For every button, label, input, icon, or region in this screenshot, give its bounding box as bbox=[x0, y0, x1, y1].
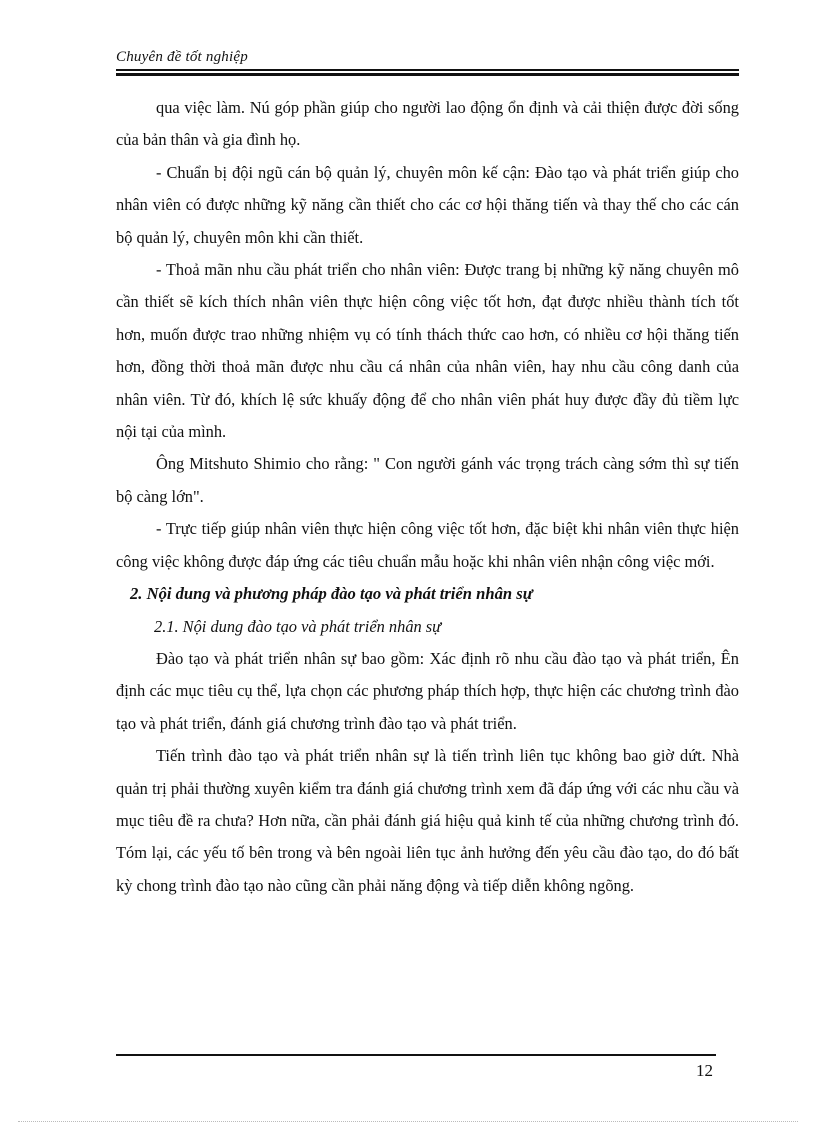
section-heading: 2. Nội dung và phương pháp đào tạo và phát triển nhân sự bbox=[130, 584, 533, 604]
paragraph: Ông Mitshuto Shimio cho rằng: " Con người gánh vác trọng trách càng sớm thì sự tiến bộ càng lớn". bbox=[116, 454, 739, 506]
paragraph: - Trực tiếp giúp nhân viên thực hiện công việc tốt hơn, đặc biệt khi nhân viên thực hiện công việc không được đáp ứng các tiêu chuẩn mẫu hoặc khi nhân viên nhận công việc mới. bbox=[116, 519, 739, 571]
paragraph: Tiến trình đào tạo và phát triển nhân sự là tiến trình liên tục không bao giờ dứt. Nhà quản trị phải thường xuyên kiểm tra đánh giá chương trình xem đã đáp ứng với các nhu cầu và mục tiêu đề ra chưa? Hơn nữa, cần phải đánh giá hiệu quả kinh tế của những chương trình đó. Tóm lại, các yếu tố bên trong và bên ngoài liên tục ảnh hưởng đến yêu cầu đào tạo, do đó bất kỳ chong trình đào tạo nào cũng cần phải năng động và tiếp diễn không ngõng. bbox=[116, 746, 739, 895]
paragraph: qua việc làm. Nú góp phần giúp cho người lao động ổn định và cải thiện được đời sống của bản thân và gia đình họ. bbox=[116, 98, 739, 150]
footer-rule bbox=[116, 1054, 716, 1056]
paragraph: Đào tạo và phát triển nhân sự bao gồm: Xác định rõ nhu cầu đào tạo và phát triển, Ên định các mục tiêu cụ thể, lựa chọn các phương pháp thích hợp, thực hiện các chương trình đào tạo và phát triển, đánh giá chương trình đào tạo và phát triển. bbox=[116, 648, 739, 733]
running-header: Chuyên đề tốt nghiệp bbox=[116, 49, 248, 65]
subsection-heading: 2.1. Nội dung đào tạo và phát triển nhân sự bbox=[154, 616, 442, 636]
paragraph: - Thoả mãn nhu cầu phát triển cho nhân viên: Được trang bị những kỹ năng chuyên mô cần thiết sẽ kích thích nhân viên thực hiện công việc tốt hơn, đạt được nhiều thành tích tốt hơn, muốn được trao những nhiệm vụ có tính thách thức cao hơn, có nhiều cơ hội thăng tiến hơn, đồng thời thoả mãn được nhu cầu cá nhân của nhân viên, hay nhu cầu công danh của nhân viên. Từ đó, khích lệ sức khuấy động để cho nhân viên phát huy được đầy đủ tiềm lực nội tại của mình. bbox=[116, 260, 739, 442]
header-rule-thick bbox=[116, 73, 739, 76]
document-body bbox=[116, 92, 739, 902]
page-boundary bbox=[18, 1121, 798, 1122]
header-rule-thin bbox=[116, 69, 739, 71]
page-number: 12 bbox=[696, 1061, 713, 1080]
paragraph: - Chuẩn bị đội ngũ cán bộ quản lý, chuyên môn kế cận: Đào tạo và phát triển giúp cho nhân viên có được những kỹ năng cần thiết cho các cơ hội thăng tiến và thay thế cho các cán bộ quản lý, chuyên môn khi cần thiết. bbox=[116, 162, 739, 247]
